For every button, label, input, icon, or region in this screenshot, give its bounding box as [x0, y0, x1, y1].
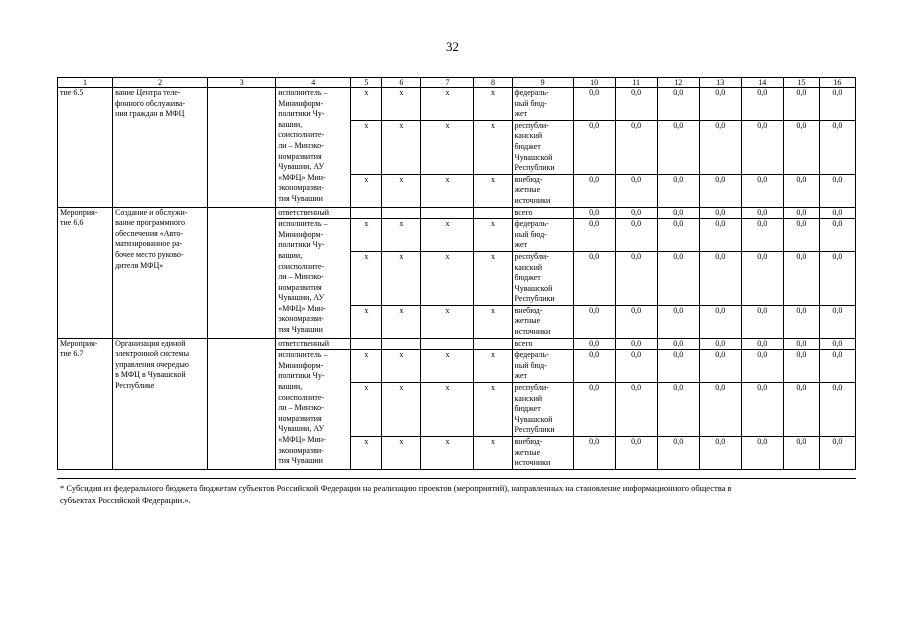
code-cell: x: [474, 120, 512, 174]
value-cell: 0,0: [573, 383, 615, 437]
funding-source: внебюд- жетные источники: [512, 305, 573, 338]
funding-source: внебюд- жетные источники: [512, 437, 573, 470]
value-cell: 0,0: [819, 207, 855, 219]
value-cell: 0,0: [783, 88, 819, 121]
header-cell: 13: [699, 78, 741, 88]
header-cell: 14: [741, 78, 783, 88]
code-cell: x: [351, 174, 382, 207]
code-cell: x: [421, 174, 474, 207]
value-cell: 0,0: [573, 207, 615, 219]
footnote-marker: *: [60, 483, 65, 493]
value-cell: 0,0: [819, 383, 855, 437]
code-cell: x: [382, 350, 421, 383]
table-header-row: [58, 78, 856, 88]
code-cell: x: [421, 383, 474, 437]
value-cell: 0,0: [615, 350, 657, 383]
code-cell: [351, 338, 382, 350]
funding-source: федераль- ный бюд- жет: [512, 219, 573, 252]
code-cell: x: [474, 174, 512, 207]
value-cell: 0,0: [783, 251, 819, 305]
value-cell: 0,0: [573, 88, 615, 121]
value-cell: 0,0: [699, 219, 741, 252]
value-cell: 0,0: [783, 219, 819, 252]
code-cell: x: [351, 219, 382, 252]
funding-source: федераль- ный бюд- жет: [512, 88, 573, 121]
value-cell: 0,0: [615, 120, 657, 174]
value-cell: 0,0: [573, 305, 615, 338]
value-cell: 0,0: [819, 174, 855, 207]
value-cell: 0,0: [819, 437, 855, 470]
value-cell: 0,0: [699, 207, 741, 219]
value-cell: 0,0: [741, 88, 783, 121]
funding-source: федераль- ный бюд- жет: [512, 350, 573, 383]
value-cell: 0,0: [741, 305, 783, 338]
value-cell: 0,0: [657, 251, 699, 305]
value-cell: 0,0: [699, 88, 741, 121]
value-cell: 0,0: [819, 219, 855, 252]
code-cell: x: [421, 120, 474, 174]
value-cell: 0,0: [741, 350, 783, 383]
value-cell: 0,0: [741, 120, 783, 174]
activity-number: тие 6.5: [58, 88, 113, 208]
code-cell: x: [474, 350, 512, 383]
value-cell: 0,0: [699, 350, 741, 383]
value-cell: 0,0: [699, 120, 741, 174]
executor-cell: исполнитель – Мининформ- политики Чу- вашии, соисполните- ли – Минэко- номразвития Чувашии, АУ «МФЦ» Мин- экономразви- тия Чувашии: [276, 88, 351, 208]
value-cell: 0,0: [657, 88, 699, 121]
value-cell: 0,0: [783, 350, 819, 383]
value-cell: 0,0: [819, 338, 855, 350]
value-cell: 0,0: [783, 338, 819, 350]
value-cell: 0,0: [699, 174, 741, 207]
value-cell: 0,0: [783, 174, 819, 207]
code-cell: [421, 207, 474, 219]
code-cell: [474, 338, 512, 350]
code-cell: x: [474, 251, 512, 305]
header-cell: 8: [474, 78, 512, 88]
value-cell: 0,0: [573, 338, 615, 350]
funding-source: республи- канский бюджет Чувашской Республики: [512, 251, 573, 305]
value-cell: 0,0: [573, 174, 615, 207]
value-cell: 0,0: [819, 120, 855, 174]
value-cell: 0,0: [819, 350, 855, 383]
header-cell: 11: [615, 78, 657, 88]
value-cell: 0,0: [657, 174, 699, 207]
value-cell: 0,0: [657, 305, 699, 338]
executor-cell: исполнитель – Мининформ- политики Чу- вашии, соисполните- ли – Минэко- номразвития Чувашии, АУ «МФЦ» Мин- экономразви- тия Чувашии: [276, 350, 351, 470]
value-cell: 0,0: [783, 383, 819, 437]
code-cell: x: [421, 305, 474, 338]
code-cell: x: [382, 305, 421, 338]
activity-name: Создание и обслужи- вание программного обеспечения «Авто- матизированное ра- бочее место руково- дителя МФЦ»: [113, 207, 208, 338]
activity-col3: [208, 338, 276, 469]
footnote: [60, 482, 850, 506]
value-cell: 0,0: [657, 219, 699, 252]
code-cell: x: [421, 219, 474, 252]
footnote-separator: [57, 478, 856, 479]
value-cell: 0,0: [699, 437, 741, 470]
value-cell: 0,0: [819, 305, 855, 338]
value-cell: 0,0: [615, 88, 657, 121]
value-cell: 0,0: [657, 120, 699, 174]
value-cell: 0,0: [783, 120, 819, 174]
table-row: [58, 207, 856, 219]
value-cell: 0,0: [615, 383, 657, 437]
value-cell: 0,0: [819, 88, 855, 121]
code-cell: [382, 207, 421, 219]
code-cell: x: [351, 120, 382, 174]
executor-title: ответственный: [276, 338, 351, 350]
value-cell: 0,0: [573, 437, 615, 470]
code-cell: x: [474, 437, 512, 470]
header-cell: 16: [819, 78, 855, 88]
value-cell: 0,0: [573, 219, 615, 252]
value-cell: 0,0: [783, 437, 819, 470]
value-cell: 0,0: [783, 207, 819, 219]
value-cell: 0,0: [657, 350, 699, 383]
value-cell: 0,0: [657, 383, 699, 437]
activity-name: вание Центра теле- фонного обслужива- ния граждан в МФЦ: [113, 88, 208, 208]
value-cell: 0,0: [615, 305, 657, 338]
code-cell: x: [474, 305, 512, 338]
page-number: 32: [446, 39, 459, 54]
code-cell: x: [351, 383, 382, 437]
code-cell: [351, 207, 382, 219]
value-cell: 0,0: [741, 383, 783, 437]
header-cell: 5: [351, 78, 382, 88]
code-cell: x: [421, 251, 474, 305]
code-cell: [382, 338, 421, 350]
value-cell: 0,0: [615, 219, 657, 252]
footnote-text: Субсидия из федерального бюджета бюджетам субъектов Российской Федерации на реализацию проектов (мероприятий), направленных на становление информационного общества в субъектах Российской Федерации.».: [60, 483, 732, 505]
code-cell: x: [382, 174, 421, 207]
value-cell: 0,0: [699, 251, 741, 305]
code-cell: x: [474, 219, 512, 252]
header-cell: 12: [657, 78, 699, 88]
value-cell: 0,0: [657, 338, 699, 350]
value-cell: 0,0: [699, 305, 741, 338]
code-cell: x: [351, 88, 382, 121]
funding-source: республи- канский бюджет Чувашской Республики: [512, 383, 573, 437]
value-cell: 0,0: [573, 350, 615, 383]
value-cell: 0,0: [741, 437, 783, 470]
value-cell: 0,0: [699, 383, 741, 437]
code-cell: x: [382, 251, 421, 305]
activity-col3: [208, 207, 276, 338]
code-cell: x: [382, 120, 421, 174]
code-cell: x: [474, 383, 512, 437]
table-row: [58, 338, 856, 350]
code-cell: x: [382, 88, 421, 121]
header-cell: 7: [421, 78, 474, 88]
value-cell: 0,0: [819, 251, 855, 305]
funding-source: всего: [512, 338, 573, 350]
funding-source: внебюд- жетные источники: [512, 174, 573, 207]
value-cell: 0,0: [741, 219, 783, 252]
value-cell: 0,0: [741, 207, 783, 219]
activity-col3: [208, 88, 276, 208]
code-cell: x: [421, 437, 474, 470]
header-cell: 2: [113, 78, 208, 88]
table-row: [58, 88, 856, 121]
value-cell: 0,0: [573, 251, 615, 305]
header-cell: 6: [382, 78, 421, 88]
code-cell: x: [474, 88, 512, 121]
header-cell: 15: [783, 78, 819, 88]
value-cell: 0,0: [741, 251, 783, 305]
code-cell: x: [351, 350, 382, 383]
value-cell: 0,0: [741, 174, 783, 207]
activity-name: Организация единой электронной системы управления очередью в МФЦ в Чувашской Республике: [113, 338, 208, 469]
code-cell: x: [382, 437, 421, 470]
header-cell: 4: [276, 78, 351, 88]
code-cell: [474, 207, 512, 219]
code-cell: x: [421, 88, 474, 121]
value-cell: 0,0: [573, 120, 615, 174]
code-cell: x: [351, 305, 382, 338]
value-cell: 0,0: [615, 207, 657, 219]
activity-number: Мероприя- тие 6.7: [58, 338, 113, 469]
value-cell: 0,0: [615, 338, 657, 350]
code-cell: x: [382, 383, 421, 437]
header-cell: 1: [58, 78, 113, 88]
value-cell: 0,0: [615, 251, 657, 305]
funding-source: всего: [512, 207, 573, 219]
code-cell: [421, 338, 474, 350]
executor-title: ответственный: [276, 207, 351, 219]
code-cell: x: [382, 219, 421, 252]
code-cell: x: [351, 437, 382, 470]
program-table: [57, 77, 856, 470]
value-cell: 0,0: [657, 437, 699, 470]
funding-source: республи- канский бюджет Чувашской Республики: [512, 120, 573, 174]
value-cell: 0,0: [783, 305, 819, 338]
header-cell: 10: [573, 78, 615, 88]
code-cell: x: [421, 350, 474, 383]
value-cell: 0,0: [615, 437, 657, 470]
executor-cell: исполнитель – Мининформ- политики Чу- вашии, соисполните- ли – Минэко- номразвития Чувашии, АУ «МФЦ» Мин- экономразви- тия Чувашии: [276, 219, 351, 339]
value-cell: 0,0: [699, 338, 741, 350]
header-cell: 9: [512, 78, 573, 88]
value-cell: 0,0: [615, 174, 657, 207]
code-cell: x: [351, 251, 382, 305]
value-cell: 0,0: [657, 207, 699, 219]
value-cell: 0,0: [741, 338, 783, 350]
header-cell: 3: [208, 78, 276, 88]
activity-number: Мероприя- тие 6.6: [58, 207, 113, 338]
